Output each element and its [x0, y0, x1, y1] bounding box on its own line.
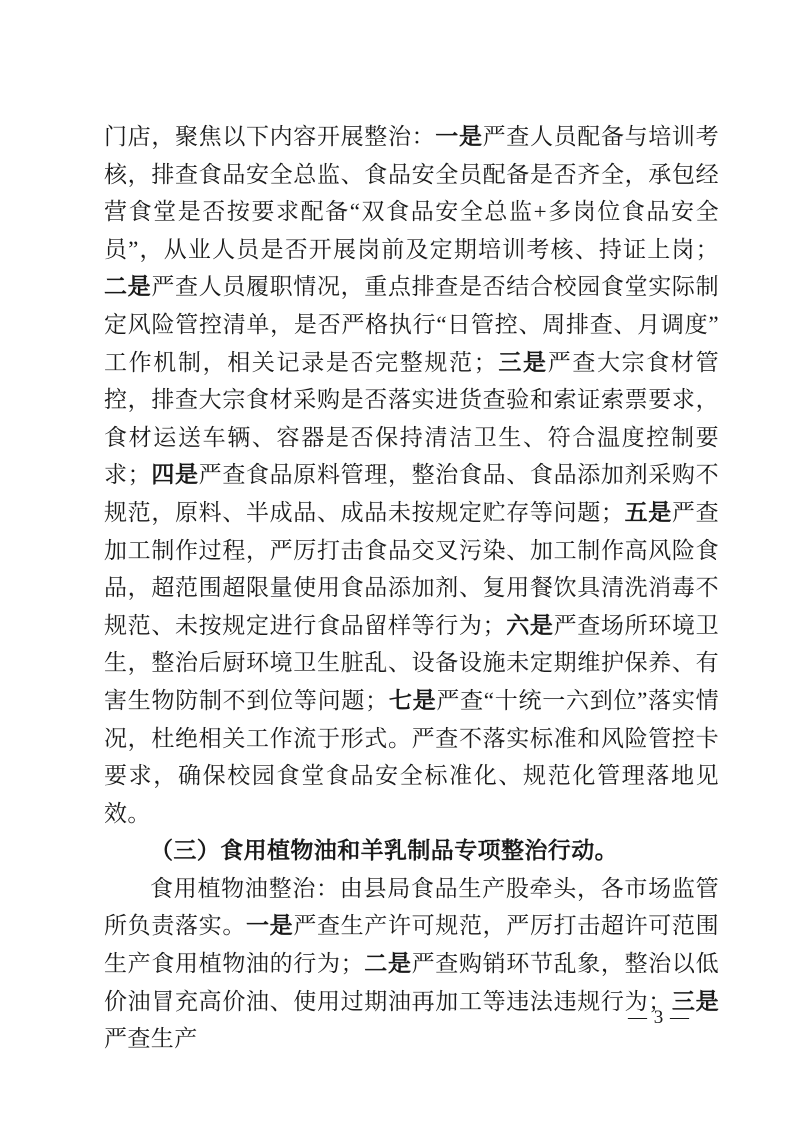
emphasis-run: 五是 [624, 499, 672, 525]
text-run: 严查加工制作过程，严厉打击食品交叉污染、加工制作高风险食品，超范围超限量使用食品添加剂、复用餐饮具清洗消毒不规范、未按规定进行食品留样等行为； [104, 499, 719, 638]
text-run: 严查人员履职情况，重点排查是否结合校园食堂实际制定风险管控清单，是否严格执行“日管控、周排查、月调度”工作机制，相关记录是否完整规范； [104, 274, 719, 375]
emphasis-run: 四是 [151, 462, 199, 488]
text-run: 严查购销环节乱象，整治以低价油冒充高价油、使用过期油再加工等违法违规行为； [104, 951, 719, 1014]
text-run: 门店，聚焦以下内容开展整治： [104, 124, 436, 149]
text-run: 严查食品原料管理，整治食品、食品添加剂采购不规范，原料、半成品、成品未按规定贮存等问题； [104, 462, 719, 525]
text-run: 严查“十统一六到位”落实情况，杜绝相关工作流于形式。严查不落实标准和风险管控卡要求，确保校园食堂食品安全标准化、规范化管理落地见效。 [104, 687, 719, 826]
emphasis-run: 三是 [497, 349, 548, 375]
emphasis-run: 二是 [364, 951, 412, 977]
body-paragraph-continuation [104, 118, 719, 832]
page-number: — 3 — [628, 1007, 690, 1028]
document-body [104, 118, 719, 1058]
emphasis-run: 一是 [435, 124, 483, 149]
text-run: 严查场所环境卫生，整治后厨环境卫生脏乱、设备设施未定期维护保养、有害生物防制不到位等问题； [104, 612, 719, 713]
emphasis-run: 二是 [104, 274, 152, 300]
text-run: 严查大宗食材管控，排查大宗食材采购是否落实进货查验和索证索票要求，食材运送车辆、容器是否保持清洁卫生、符合温度控制要求； [104, 349, 719, 488]
emphasis-run: 七是 [388, 687, 437, 713]
text-run: 严查生产许可规范，严厉打击超许可范围生产食用植物油的行为； [104, 913, 719, 977]
section-heading [104, 832, 719, 870]
text-run: 食用植物油整治：由县局食品生产股牵头，各市场监管所负责落实。 [104, 875, 719, 939]
text-run: 严查生产 [104, 1026, 198, 1052]
text-run: 严查人员配备与培训考核，排查食品安全总监、食品安全员配备是否齐全，承包经营食堂是否按要求配备“双食品安全总监+多岗位食品安全员”，从业人员是否开展岗前及定期培训考核、持证上岗； [104, 124, 719, 262]
emphasis-run: 六是 [506, 612, 554, 638]
emphasis-run: 三是 [671, 988, 719, 1014]
body-paragraph [104, 870, 719, 1058]
emphasis-run: 一是 [245, 913, 294, 939]
emphasis-run: （三）食用植物油和羊乳制品专项整治行动。 [150, 838, 618, 864]
